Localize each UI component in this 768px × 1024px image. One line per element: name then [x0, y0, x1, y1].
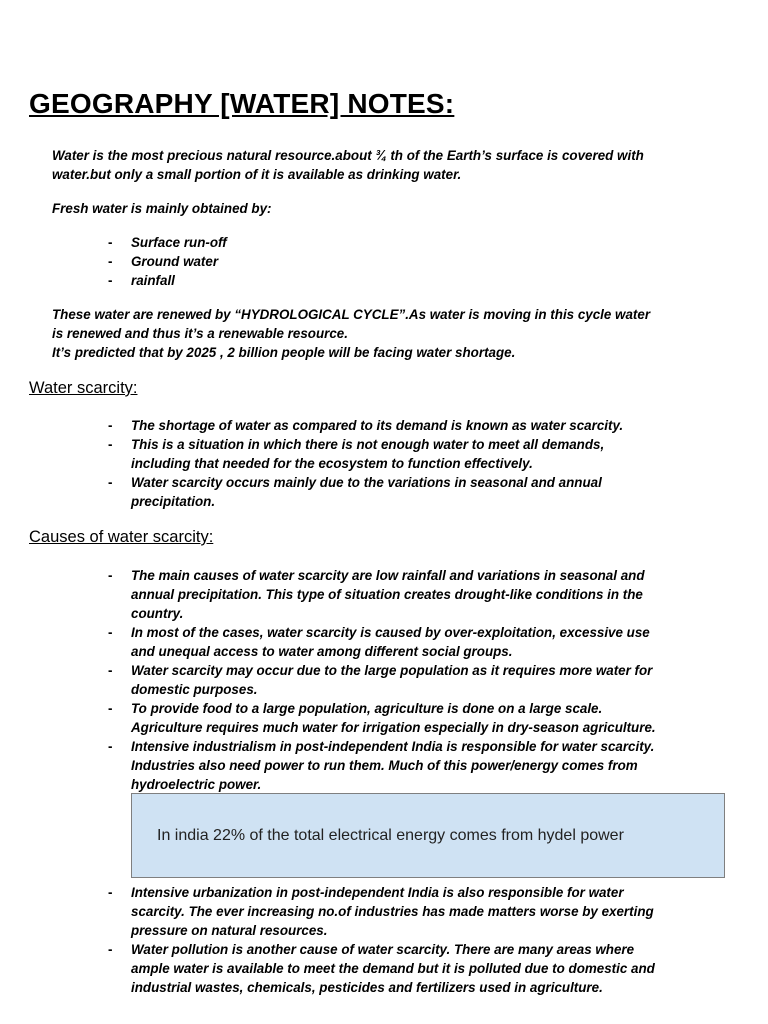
- intro-line: Water is the most precious natural resource.about ¾ th of the Earth’s surface is covered with: [52, 148, 644, 163]
- page-title: GEOGRAPHY [WATER] NOTES:: [29, 88, 455, 119]
- list-item: [108, 737, 688, 794]
- list-item-text: Water pollution is another cause of water scarcity. There are many areas where: [131, 942, 635, 957]
- list-dash: -: [108, 437, 113, 452]
- list-dash: -: [108, 273, 113, 288]
- list-item: [108, 623, 688, 661]
- list-dash: -: [108, 625, 113, 640]
- list-item-text: including that needed for the ecosystem to function effectively.: [131, 456, 533, 471]
- list-item-text: Water scarcity may occur due to the large population as it requires more water for: [131, 663, 653, 678]
- list-item: [108, 271, 688, 290]
- list-item-text: domestic purposes.: [131, 682, 258, 697]
- renewed-line: It’s predicted that by 2025 , 2 billion people will be facing water shortage.: [52, 345, 516, 360]
- section-heading-causes: Causes of water scarcity:: [29, 528, 214, 546]
- list-dash: -: [108, 235, 113, 250]
- list-item: [108, 566, 688, 623]
- list-item-text: The shortage of water as compared to its demand is known as water scarcity.: [131, 418, 624, 433]
- list-item-text: Water scarcity occurs mainly due to the variations in seasonal and annual: [131, 475, 602, 490]
- list-dash: -: [108, 568, 113, 583]
- list-item-text: annual precipitation. This type of situation creates drought-like conditions in the: [131, 587, 643, 602]
- renewed-paragraph: [52, 305, 702, 362]
- list-item: [108, 699, 688, 737]
- list-item-text: Intensive urbanization in post-independent India is also responsible for water: [131, 885, 624, 900]
- list-item: [108, 233, 688, 252]
- list-item-text: industrial wastes, chemicals, pesticides and fertilizers used in agriculture.: [131, 980, 603, 995]
- list-item-text: and unequal access to water among different social groups.: [131, 644, 513, 659]
- list-item: [108, 661, 688, 699]
- list-dash: -: [108, 663, 113, 678]
- callout-box: [131, 793, 725, 878]
- list-dash: -: [108, 885, 113, 900]
- fresh-water-list: [108, 233, 688, 290]
- list-item-text: Intensive industrialism in post-independent India is responsible for water scarcity.: [131, 739, 655, 754]
- list-dash: -: [108, 942, 113, 957]
- list-item: [108, 252, 688, 271]
- fresh-water-lead: Fresh water is mainly obtained by:: [52, 201, 272, 216]
- list-item: [108, 940, 688, 997]
- list-item: [108, 883, 688, 940]
- list-item: [108, 473, 688, 511]
- causes-list-continued: [108, 883, 688, 997]
- intro-line: water.but only a small portion of it is available as drinking water.: [52, 167, 462, 182]
- intro-paragraph: [52, 146, 702, 184]
- list-dash: -: [108, 418, 113, 433]
- list-dash: -: [108, 475, 113, 490]
- list-item-text: Surface run-off: [131, 235, 227, 250]
- list-dash: -: [108, 254, 113, 269]
- renewed-line: These water are renewed by “HYDROLOGICAL CYCLE”.As water is moving in this cycle water: [52, 307, 651, 322]
- section-heading-water-scarcity: Water scarcity:: [29, 379, 138, 397]
- list-item-text: This is a situation in which there is not enough water to meet all demands,: [131, 437, 605, 452]
- list-item-text: country.: [131, 606, 184, 621]
- list-item-text: pressure on natural resources.: [131, 923, 328, 938]
- list-dash: -: [108, 701, 113, 716]
- list-item-text: rainfall: [131, 273, 175, 288]
- list-item-text: ample water is available to meet the demand but it is polluted due to domestic and: [131, 961, 655, 976]
- list-item: [108, 435, 688, 473]
- list-item-text: Ground water: [131, 254, 219, 269]
- list-item-text: To provide food to a large population, agriculture is done on a large scale.: [131, 701, 603, 716]
- list-item-text: scarcity. The ever increasing no.of industries has made matters worse by exerting: [131, 904, 654, 919]
- scarcity-list: [108, 416, 688, 511]
- renewed-line: is renewed and thus it’s a renewable resource.: [52, 326, 348, 341]
- list-item: [108, 416, 688, 435]
- list-item-text: The main causes of water scarcity are low rainfall and variations in seasonal and: [131, 568, 645, 583]
- list-item-text: In most of the cases, water scarcity is caused by over-exploitation, excessive use: [131, 625, 650, 640]
- list-item-text: Industries also need power to run them. Much of this power/energy comes from: [131, 758, 638, 773]
- list-dash: -: [108, 739, 113, 754]
- list-item-text: hydroelectric power.: [131, 777, 262, 792]
- causes-list: [108, 566, 688, 794]
- callout-text: In india 22% of the total electrical energy comes from hydel power: [157, 827, 624, 844]
- list-item-text: Agriculture requires much water for irrigation especially in dry-season agriculture.: [131, 720, 656, 735]
- list-item-text: precipitation.: [131, 494, 216, 509]
